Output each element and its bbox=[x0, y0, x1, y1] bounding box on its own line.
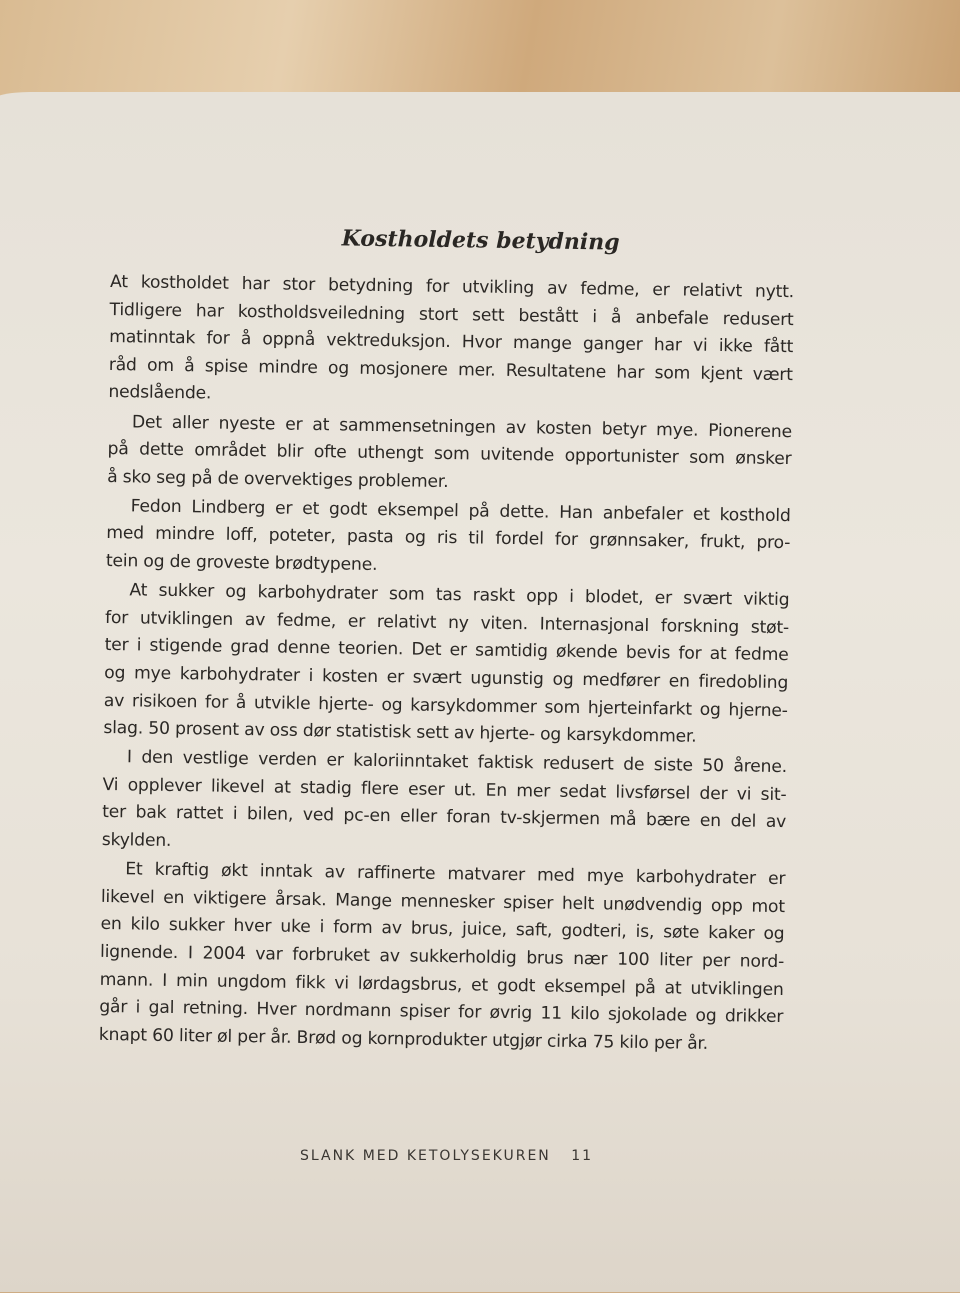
section-title: Kostholdets betydning bbox=[341, 225, 620, 256]
paragraph-5-line: ter bak rattet i bilen, ved pc-en eller foran tv-skjermen må bære en del av bbox=[102, 802, 787, 833]
paragraph-4-line: og mye karbohydrater i kosten er svært ugunstig og medfører en firedobling bbox=[104, 662, 789, 693]
paragraph-2-line: Det aller nyeste er at sammensetningen av kosten betyr mye. Pionerene bbox=[131, 411, 793, 442]
paragraph-1-line: nedslående. bbox=[108, 382, 212, 404]
paragraph-1-line: Tidligere har kostholdsveiledning stort sett bestått i å anbefale redusert bbox=[109, 299, 794, 330]
paragraph-1-line: At kostholdet har stor betydning for utvikling av fedme, er relativt nytt. bbox=[109, 272, 795, 303]
paragraph-6-line: lignende. I 2004 var forbruket av sukkerholdig brus nær 100 liter per nord- bbox=[99, 941, 785, 972]
paragraph-4-line: av risikoen for å utvikle hjerte- og karsykdommer som hjerteinfarkt og hjerne- bbox=[103, 690, 788, 721]
paragraph-6-line: Et kraftig økt inntak av raffinerte matvarer med mye karbohydrater er bbox=[125, 859, 786, 890]
paragraph-2-line: på dette området blir ofte uthengt som uvitende opportunister som ønsker bbox=[107, 439, 792, 470]
paragraph-5-line: skylden. bbox=[101, 829, 172, 851]
page-number: 11 bbox=[571, 1148, 594, 1164]
paragraph-6-line: går i gal retning. Hver nordmann spiser for øvrig 11 kilo sjokolade og drikker bbox=[99, 997, 784, 1028]
paragraph-1-line: råd om å spise mindre og mosjonere mer. Resultatene har som kjent vært bbox=[108, 354, 793, 385]
paragraph-4-line: At sukker og karbohydrater som tas raskt opp i blodet, er svært viktig bbox=[129, 580, 790, 611]
paragraph-3-line: med mindre loff, poteter, pasta og ris til fordel for grønnsaker, frukt, pro- bbox=[106, 523, 791, 554]
paragraph-5-line: I den vestlige verden er kaloriinntaket faktisk redusert de siste 50 årene. bbox=[126, 747, 788, 778]
paragraph-2-line: å sko seg på de overvektiges problemer. bbox=[107, 466, 449, 492]
paragraph-4-line: ter i stigende grad denne teorien. Det er samtidig økende bevis for at fedme bbox=[104, 635, 789, 666]
paragraph-6-line: knapt 60 liter øl per år. Brød og kornprodukter utgjør cirka 75 kilo per år. bbox=[98, 1024, 709, 1054]
paragraph-1-line: matinntak for å oppnå vektreduksjon. Hvor mange ganger har vi ikke fått bbox=[109, 327, 794, 358]
page-footer bbox=[300, 1148, 607, 1164]
running-footer-title: SLANK MED KETOLYSEKUREN bbox=[300, 1148, 551, 1164]
paragraph-4-line: slag. 50 prosent av oss dør statistisk sett av hjerte- og karsykdommer. bbox=[103, 718, 697, 747]
paragraph-6-line: mann. I min ungdom fikk vi lørdagsbrus, et godt eksempel på at utviklingen bbox=[99, 969, 784, 1000]
paragraph-3-line: tein og de groveste brødtypene. bbox=[105, 550, 378, 575]
paragraph-6-line: en kilo sukker hver uke i form av brus, juice, saft, godteri, is, søte kaker og bbox=[100, 914, 785, 945]
paragraph-3-line: Fedon Lindberg er et godt eksempel på dette. Han anbefaler et kosthold bbox=[130, 496, 791, 526]
paragraph-4-line: for utviklingen av fedme, er relativt ny viten. Internasjonal forskning støt- bbox=[104, 607, 790, 638]
paragraph-5-line: Vi opplever likevel at stadig flere eser ut. En mer sedat livsførsel der vi sit- bbox=[102, 774, 787, 805]
paragraph-6-line: likevel en viktigere årsak. Mange mennesker spiser helt unødvendig opp mot bbox=[100, 886, 785, 917]
